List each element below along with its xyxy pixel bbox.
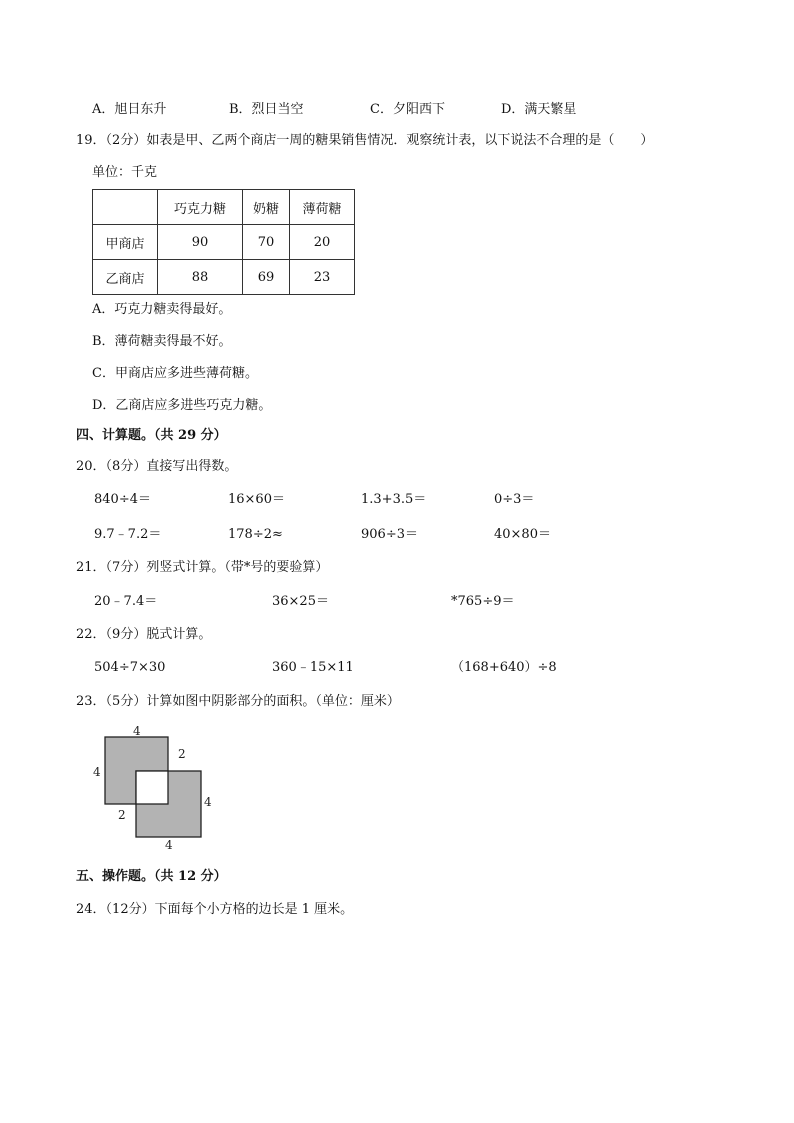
candy-sales-table (92, 189, 355, 295)
table-cell: 90 (158, 225, 243, 260)
q20-item: 906÷3＝ (361, 527, 418, 542)
q20-item: 840÷4＝ (94, 492, 151, 507)
q19-stem: 19．（2分）如表是甲、乙两个商店一周的糖果销售情况．观察统计表，以下说法不合理的是（ ） (76, 133, 654, 148)
q18-option-d: D．满天繁星 (501, 102, 577, 117)
overlapping-squares-diagram (88, 724, 218, 850)
q22-item: 504÷7×30 (94, 660, 166, 675)
q19-option-b: B．薄荷糖卖得最不好。 (92, 334, 232, 349)
q20-item: 9.7﹣7.2＝ (94, 527, 162, 542)
table-header-cell: 薄荷糖 (290, 190, 355, 225)
table-header-cell: 奶糖 (243, 190, 290, 225)
q20-item: 1.3+3.5＝ (361, 492, 427, 507)
q18-option-b: B．烈日当空 (229, 102, 304, 117)
section-heading-calculation: 四、计算题。（共 29 分） (76, 428, 227, 443)
q21-stem: 21．（7分）列竖式计算。（带*号的要验算） (76, 560, 329, 575)
q20-item: 40×80＝ (494, 527, 551, 542)
table-cell: 乙商店 (93, 260, 158, 295)
table-header-row (93, 190, 355, 225)
label-inner-top: 2 (178, 747, 186, 761)
q19-unit-label: 单位：千克 (92, 165, 158, 180)
section-heading-operation: 五、操作题。（共 12 分） (76, 869, 227, 884)
table-row (93, 225, 355, 260)
table-cell: 23 (290, 260, 355, 295)
q19-option-c: C．甲商店应多进些薄荷糖。 (92, 366, 258, 381)
table-header-cell (93, 190, 158, 225)
table-row (93, 260, 355, 295)
table-header-cell: 巧克力糖 (158, 190, 243, 225)
table-cell: 88 (158, 260, 243, 295)
q21-item: *765÷9＝ (451, 594, 515, 609)
q20-stem: 20．（8分）直接写出得数。 (76, 459, 238, 474)
table-cell: 甲商店 (93, 225, 158, 260)
label-inner-left: 2 (118, 808, 126, 822)
q18-option-a: A．旭日东升 (92, 102, 167, 117)
q20-item: 0÷3＝ (494, 492, 535, 507)
q20-item: 178÷2≈ (228, 527, 283, 542)
label-right: 4 (204, 795, 212, 809)
table-cell: 70 (243, 225, 290, 260)
q19-option-d: D．乙商店应多进些巧克力糖。 (92, 398, 272, 413)
unshaded-overlap (136, 771, 168, 804)
table-cell: 20 (290, 225, 355, 260)
label-bottom: 4 (165, 838, 173, 850)
q22-item: （168+640）÷8 (451, 660, 557, 675)
label-left: 4 (93, 765, 101, 779)
label-top: 4 (133, 724, 141, 738)
q20-item: 16×60＝ (228, 492, 285, 507)
q23-stem: 23．（5分）计算如图中阴影部分的面积。（单位：厘米） (76, 694, 400, 709)
q21-item: 36×25＝ (272, 594, 329, 609)
q19-option-a: A．巧克力糖卖得最好。 (92, 302, 232, 317)
table-cell: 69 (243, 260, 290, 295)
q18-option-c: C．夕阳西下 (370, 102, 445, 117)
q21-item: 20﹣7.4＝ (94, 594, 158, 609)
shaded-area-figure (88, 724, 218, 850)
q24-stem: 24．（12分）下面每个小方格的边长是 1 厘米。 (76, 902, 354, 917)
q22-item: 360﹣15×11 (272, 660, 354, 675)
q22-stem: 22．（9分）脱式计算。 (76, 627, 212, 642)
